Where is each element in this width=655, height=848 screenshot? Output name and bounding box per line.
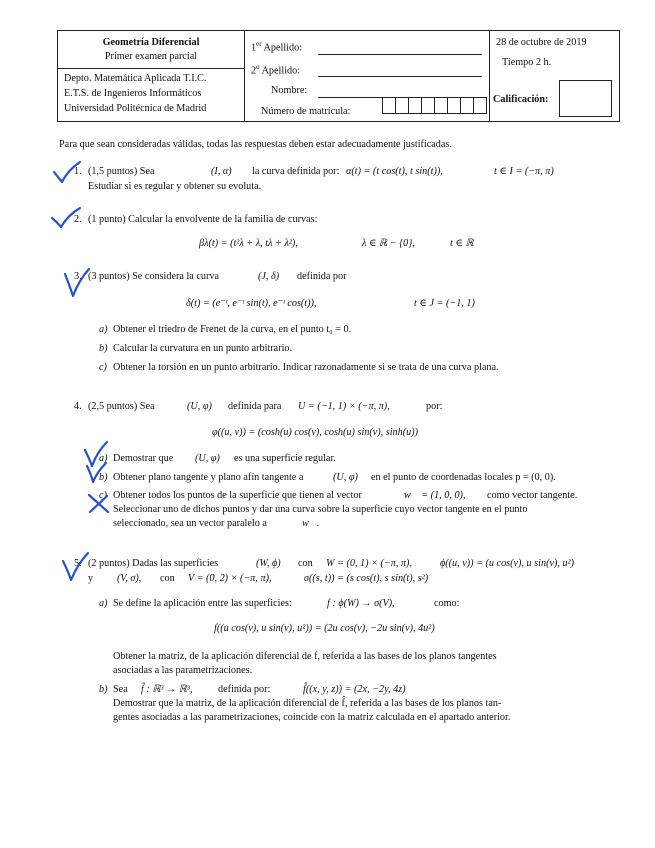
p5-w-def: W = (0, 1) × (−π, π), — [326, 558, 412, 569]
p4-formula: φ((u, v)) = (cosh(u) cos(v), cosh(u) sin(v), sinh(u)) — [212, 427, 418, 438]
p5-num: 5. — [74, 558, 82, 569]
apellido2-num: 2 — [251, 65, 257, 77]
matricula-digit-box[interactable] — [382, 97, 396, 114]
grade-label: Calificación: — [493, 94, 549, 105]
instructions: Para que sean consideradas válidas, todas las respuestas deben estar adecuadamente justificadas. — [59, 139, 452, 150]
apellido1-text: Apellido: — [263, 42, 303, 54]
p5-a-par2: asociadas a las parametrizaciones. — [113, 665, 253, 676]
p2-lambda-domain: λ ∈ ℝ − {0}, — [362, 238, 415, 249]
p1-intro: (1,5 puntos) Sea — [88, 166, 155, 177]
p1-intro-b: la curva definida por: — [252, 166, 340, 177]
p1-num: 1. — [74, 166, 82, 177]
p5-b-map: f̂ : ℝ³ → ℝ³, — [141, 684, 193, 695]
p3-a-label: a) — [99, 324, 108, 335]
header-divider-left — [244, 31, 245, 121]
checkmark-p3-icon — [62, 268, 92, 302]
p4-a-label: a) — [99, 453, 108, 464]
p4-a-text: Demostrar que — [113, 453, 174, 464]
exam-date: 28 de octubre de 2019 — [496, 37, 587, 48]
p2-t-domain: t ∈ ℝ — [450, 238, 474, 249]
matricula-label: Número de matrícula: — [261, 106, 351, 117]
header-divider-right — [489, 31, 490, 121]
p3-a-text: Obtener el triedro de Frenet de la curva, en el punto t₀ = 0. — [113, 324, 352, 335]
cross-p4c-icon — [86, 491, 112, 517]
p4-c-line3: seleccionado, sea un vector paralelo a — [113, 518, 267, 529]
exam-time: Tiempo 2 h. — [502, 57, 552, 68]
p5-pair2: (V, σ), — [117, 573, 142, 584]
p4-b-pair: (U, φ) — [333, 472, 358, 483]
p3-pair: (J, δ) — [258, 271, 280, 282]
p3-c-text: Obtener la torsión en un punto arbitrario. Indicar razonadamente si se trata de una curva plana. — [113, 362, 499, 373]
p4-b-text-b: en el punto de coordenadas locales p = (0, 0). — [371, 472, 556, 483]
p4-c-vector: w⃗ = (1, 0, 0), — [404, 490, 466, 501]
apellido2-text: Apellido: — [261, 65, 301, 77]
p2-num: 2. — [74, 214, 82, 225]
p4-c-line3-vec: w⃗. — [302, 518, 320, 529]
p4-c-text-b: como vector tangente. — [487, 490, 578, 501]
p5-a-label: a) — [99, 598, 108, 609]
p5-sigma-def: σ((s, t)) = (s cos(t), s sin(t), s²) — [304, 573, 429, 584]
p3-b-text: Calcular la curvatura en un punto arbitrario. — [113, 343, 293, 354]
p4-c-label: c) — [99, 490, 107, 501]
header-divider-course — [58, 68, 244, 69]
course-title: Geometría Diferencial — [102, 37, 200, 48]
p5-a-text: Se define la aplicación entre las superficies: — [113, 598, 292, 609]
p4-intro-c: por: — [426, 401, 443, 412]
p3-intro: (3 puntos) Se considera la curva — [88, 271, 219, 282]
checkmark-p1-icon — [52, 160, 82, 190]
exam-name: Primer examen parcial — [104, 51, 198, 62]
p3-intro-b: definida por — [297, 271, 347, 282]
p4-b-text: Obtener plano tangente y plano afín tangente a — [113, 472, 304, 483]
dept-line-1: Depto. Matemática Aplicada T.I.C. — [64, 73, 207, 84]
apellido2-sup: o — [256, 63, 260, 71]
matricula-digit-box[interactable] — [434, 97, 448, 114]
p5-con1: con — [298, 558, 313, 569]
p5-intro: (2 puntos) Dadas las superficies — [88, 558, 219, 569]
matricula-digit-box[interactable] — [421, 97, 435, 114]
matricula-digit-box[interactable] — [460, 97, 474, 114]
matricula-digit-box[interactable] — [408, 97, 422, 114]
apellido1-sup: er — [256, 40, 262, 48]
dept-line-2: E.T.S. de Ingenieros Informáticos — [64, 88, 202, 99]
p5-a-map: f : ϕ(W) → σ(V), — [327, 598, 395, 609]
exam-header — [57, 30, 620, 122]
p4-c-text: Obtener todos los puntos de la superficie que tienen al vector — [113, 490, 362, 501]
p4-intro: (2,5 puntos) Sea — [88, 401, 155, 412]
p5-v-def: V = (0, 2) × (−π, π), — [188, 573, 272, 584]
p5-b-formula: f̂((x, y, z)) = (2x, −2y, 4z) — [303, 684, 406, 695]
p4-domain: U = (−1, 1) × (−π, π), — [298, 401, 390, 412]
matricula-digit-box[interactable] — [395, 97, 409, 114]
p3-domain: t ∈ J = (−1, 1) — [414, 298, 475, 309]
p4-a-text-b: es una superficie regular. — [234, 453, 336, 464]
p5-phi-def: ϕ((u, v)) = (u cos(v), u sin(v), u²) — [440, 558, 575, 569]
p1-task: Estudiar si es regular y obtener su evoluta. — [88, 181, 262, 192]
p4-b-label: b) — [99, 472, 108, 483]
checkmark-p5-icon — [60, 551, 90, 585]
p4-c-line2: Seleccionar uno de dichos puntos y dar una curva sobre la superficie cuyo vector tangente en el punto — [113, 504, 528, 515]
checkmark-p2-icon — [50, 206, 82, 234]
p2-formula: βλ(t) = (t²λ + λ, tλ + λ²), — [199, 238, 298, 249]
matricula-digit-box[interactable] — [447, 97, 461, 114]
apellido1-label — [251, 40, 302, 55]
p5-b-text: Sea — [113, 684, 128, 695]
p5-a-par1: Obtener la matriz, de la aplicación diferencial de f, referida a las bases de los planos tangentes — [113, 651, 497, 662]
p5-a-formula: f((u cos(v), u sin(v), u²)) = (2u cos(v), −2u sin(v), 4u²) — [214, 623, 435, 634]
apellido1-num: 1 — [251, 42, 257, 54]
p3-num: 3. — [74, 271, 82, 282]
p1-formula: α(t) = (t cos(t), t sin(t)), — [346, 166, 443, 177]
p5-b-label: b) — [99, 684, 108, 695]
p5-b-par2: gentes asociadas a las parametrizaciones, coincide con la matriz calculada en el apartado anterior. — [113, 712, 511, 723]
p1-pair: (I, α) — [211, 166, 232, 177]
p5-y: y — [88, 573, 94, 584]
checkmark-p4b-icon — [84, 460, 110, 488]
p5-b-par1: Demostrar que la matriz, de la aplicación diferencial de f̂, referida a las bases de los planos tan- — [113, 698, 502, 709]
p4-num: 4. — [74, 401, 82, 412]
p5-pair1: (W, ϕ) — [256, 558, 281, 569]
matricula-digit-box[interactable] — [473, 97, 487, 114]
p4-a-pair: (U, φ) — [195, 453, 220, 464]
p3-formula: δ(t) = (e⁻ᵗ, e⁻ᵗ sin(t), e⁻ᵗ cos(t)), — [186, 298, 317, 309]
p5-a-text-b: como: — [434, 598, 460, 609]
dept-line-3: Universidad Politécnica de Madrid — [64, 103, 207, 114]
p1-domain: t ∈ I = (−π, π) — [494, 166, 554, 177]
p4-pair: (U, φ) — [187, 401, 212, 412]
nombre-label: Nombre: — [271, 85, 308, 96]
p5-b-text-b: definida por: — [218, 684, 271, 695]
p3-b-label: b) — [99, 343, 108, 354]
p2-text: (1 punto) Calcular la envolvente de la familia de curvas: — [88, 214, 318, 225]
apellido1-field[interactable] — [318, 54, 482, 55]
apellido2-label — [251, 63, 300, 78]
p3-c-label: c) — [99, 362, 107, 373]
p4-intro-b: definida para — [228, 401, 282, 412]
grade-box[interactable] — [559, 80, 612, 117]
apellido2-field[interactable] — [318, 76, 482, 77]
p5-con2: con — [160, 573, 175, 584]
